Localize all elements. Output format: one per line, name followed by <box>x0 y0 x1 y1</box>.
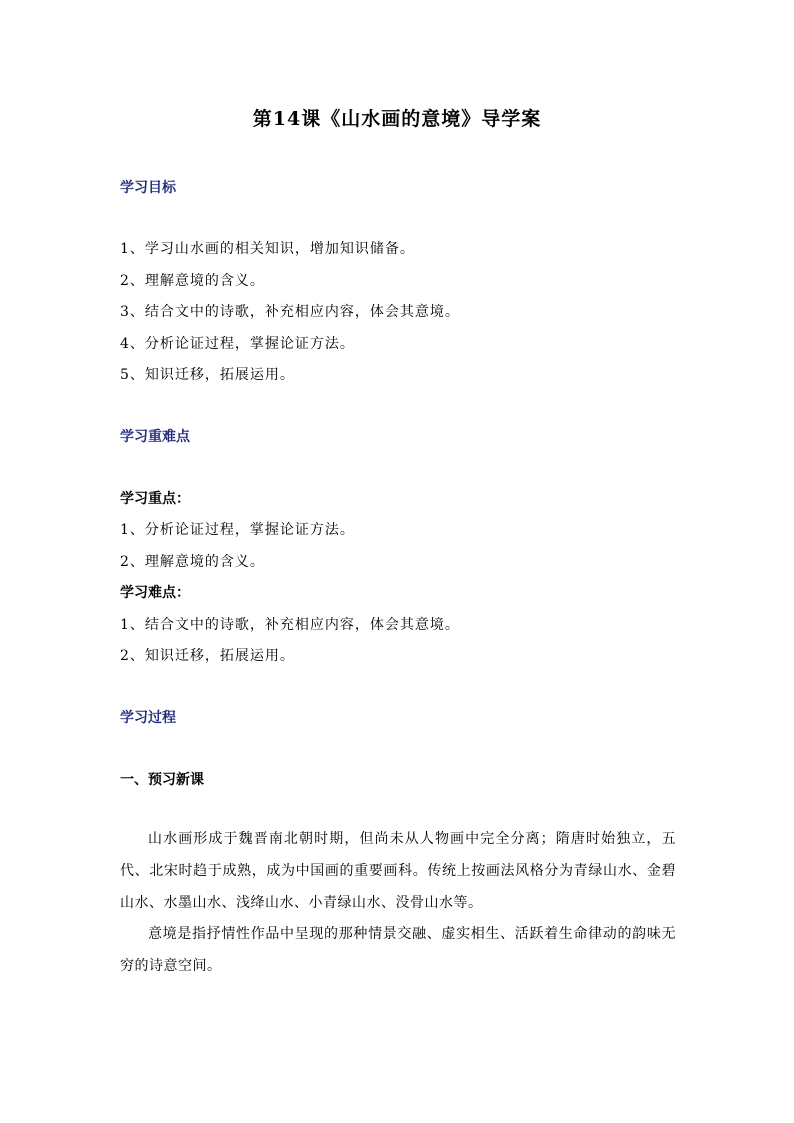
key-points-heading: 学习重难点 <box>120 429 190 445</box>
goal-item-3: 3、结合文中的诗歌，补充相应内容，体会其意境。 <box>120 304 460 320</box>
focus-item-2: 2、理解意境的含义。 <box>120 554 265 570</box>
learning-goals-heading: 学习目标 <box>120 180 176 196</box>
preview-section-title: 一、预习新课 <box>120 772 204 788</box>
document-title: 第14课《山水画的意境》导学案 <box>252 108 542 130</box>
learning-process-heading: 学习过程 <box>120 710 176 726</box>
difficulty-item-2: 2、知识迁移，拓展运用。 <box>120 648 295 664</box>
goal-item-2: 2、理解意境的含义。 <box>120 273 265 289</box>
goal-item-5: 5、知识迁移，拓展运用。 <box>120 367 295 383</box>
difficulty-item-1: 1、结合文中的诗歌，补充相应内容，体会其意境。 <box>120 617 460 633</box>
paragraph-landscape-history: 山水画形成于魏晋南北朝时期，但尚未从人物画中完全分离；隋唐时始独立，五代、北宋时趋于成熟，成为中国画的重要画科。传统上按画法风格分为青绿山水、金碧山水、水墨山水、浅绛山水、小青绿山水、没骨山水等。 <box>120 831 676 911</box>
difficulty-label: 学习难点： <box>120 585 190 601</box>
paragraph-artistic-conception: 意境是指抒情性作品中呈现的那种情景交融、虚实相生、活跃着生命律动的韵味无穷的诗意空间。 <box>120 926 676 974</box>
goal-item-1: 1、学习山水画的相关知识，增加知识储备。 <box>120 241 415 257</box>
goal-item-4: 4、分析论证过程，掌握论证方法。 <box>120 336 355 352</box>
focus-item-1: 1、分析论证过程，掌握论证方法。 <box>120 522 355 538</box>
focus-label: 学习重点： <box>120 491 190 507</box>
